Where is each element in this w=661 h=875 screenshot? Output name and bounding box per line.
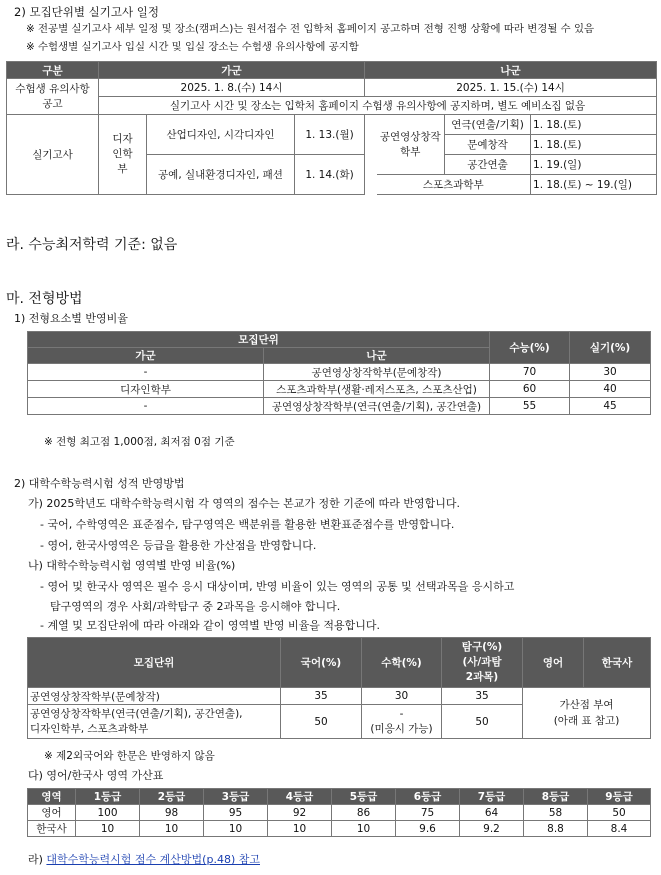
ratio-cell: -: [28, 398, 264, 415]
perf-date-3: 1. 19.(일): [531, 155, 657, 175]
grade-header-2: 2등급: [140, 789, 204, 805]
area-cell: 35: [281, 688, 362, 705]
section-title-schedule: 2) 모집단위별 실기고사 일정: [14, 5, 159, 19]
row-label-exam: 실기고사: [7, 115, 99, 195]
table-row: [28, 398, 651, 415]
ratio-cell: 스포츠과학부(생활·레저스포츠, 스포츠산업): [264, 381, 490, 398]
ratio-cell: -: [28, 364, 264, 381]
table-row: [28, 688, 651, 705]
row-label-notice: 수험생 유의사항 공고: [7, 79, 99, 115]
area-header-hist: 한국사: [584, 638, 651, 688]
grade-bonus-table: [27, 788, 651, 837]
grade-header-6: 6등급: [396, 789, 460, 805]
da-line: 다) 영어/한국사 영역 가산표: [28, 769, 164, 782]
design-date-1: 1. 13.(월): [295, 115, 365, 155]
design-major-1: 산업디자인, 시각디자인: [147, 115, 295, 155]
area-header-eng: 영어: [523, 638, 584, 688]
notice-note: 실기고사 시간 및 장소는 입학처 홈페이지 수험생 유의사항에 공지하며, 별도 예비소집 없음: [99, 97, 657, 115]
notice-date-na: 2025. 1. 15.(수) 14시: [365, 79, 657, 97]
ga-bullet-1: - 국어, 수학영역은 표준점수, 탐구영역은 백분위를 활용한 변환표준점수를 반영합니다.: [40, 518, 455, 531]
ratio-cell: 70: [490, 364, 570, 381]
table-row: [28, 381, 651, 398]
perf-date-2: 1. 18.(토): [531, 135, 657, 155]
ratio-header-unit: 모집단위: [28, 332, 490, 348]
hist-grade-4-value: 10: [268, 821, 332, 837]
na-bullet-1-cont: 탐구영역의 경우 사회/과학탐구 중 2과목을 응시해야 합니다.: [50, 600, 341, 613]
notice-date-ga: 2025. 1. 8.(수) 14시: [99, 79, 365, 97]
ra-prefix: 라): [28, 853, 47, 866]
eng-grade-1-value: 100: [76, 805, 140, 821]
area-header-kor: 국어(%): [281, 638, 362, 688]
second-lang-note: ※ 제2외국어와 한문은 반영하지 않음: [44, 750, 215, 762]
ratio-cell: 40: [570, 381, 651, 398]
area-cell: 공연영상창작학부(연극(연출/기획), 공간연출), 디자인학부, 스포츠과학부: [28, 705, 281, 739]
eng-grade-9-value: 50: [588, 805, 651, 821]
schedule-note-1: ※ 전공별 실기고사 세부 일정 및 장소(캠퍼스)는 원서접수 전 입학처 홈페이지 공고하며 전형 진행 상황에 따라 변경될 수 있음: [26, 23, 595, 35]
area-ratio-table: [27, 637, 651, 739]
ratio-cell: 공연영상창작학부(연극(연출/기획), 공간연출): [264, 398, 490, 415]
ratio-header-ga: 가군: [28, 348, 264, 364]
na-bullet-1: - 영어 및 한국사 영역은 필수 응시 대상이며, 반영 비율이 있는 영역의 공통 및 선택과목을 응시하고: [40, 580, 515, 593]
hist-grade-5-value: 10: [332, 821, 396, 837]
grade-header-5: 5등급: [332, 789, 396, 805]
schedule-table: [6, 61, 657, 195]
score-note: ※ 전형 최고점 1,000점, 최저점 0점 기준: [44, 436, 235, 448]
ra-reference: [28, 851, 260, 867]
perf-major-1: 연극(연출/기획): [445, 115, 531, 135]
ratio-header-suneung: 수능(%): [490, 332, 570, 364]
ratio-cell: 45: [570, 398, 651, 415]
bonus-cell: 가산점 부여 (아래 표 참고): [523, 688, 651, 739]
schedule-note-2: ※ 수험생별 실기고사 입실 시간 및 입실 장소는 수험생 유의사항에 공지함: [26, 41, 359, 53]
area-cell: - (미응시 가능): [362, 705, 442, 739]
subsection-ratio: 1) 전형요소별 반영비율: [14, 312, 128, 325]
hist-grade-8-value: 8.8: [524, 821, 588, 837]
area-cell: 35: [442, 688, 523, 705]
na-bullet-2: - 계열 및 모집단위에 따라 아래와 같이 영역별 반영 비율을 적용합니다.: [40, 619, 380, 632]
header-ga: 가군: [99, 62, 365, 79]
area-header-math: 수학(%): [362, 638, 442, 688]
table-row: [28, 364, 651, 381]
grade-header-4: 4등급: [268, 789, 332, 805]
subsection-suneung: 2) 대학수학능력시험 성적 반영방법: [14, 477, 185, 490]
ratio-cell: 60: [490, 381, 570, 398]
grade-header-1: 1등급: [76, 789, 140, 805]
eng-grade-4-value: 92: [268, 805, 332, 821]
grade-header-area: 영역: [28, 789, 76, 805]
eng-grade-2-value: 98: [140, 805, 204, 821]
area-cell: 30: [362, 688, 442, 705]
section-title-minimum: 라. 수능최저학력 기준: 없음: [6, 237, 178, 253]
hist-grade-1-value: 10: [76, 821, 140, 837]
grade-header-9: 9등급: [588, 789, 651, 805]
perf-major-3: 공간연출: [445, 155, 531, 175]
calc-method-link[interactable]: 대학수학능력시험 점수 계산방법(p.48) 참고: [46, 853, 260, 866]
area-cell: 공연영상창작학부(문예창작): [28, 688, 281, 705]
grade-header-3: 3등급: [204, 789, 268, 805]
ratio-cell: 공연영상창작학부(문예창작): [264, 364, 490, 381]
ga-line: 가) 2025학년도 대학수학능력시험 각 영역의 점수는 본교가 정한 기준에 따라 반영합니다.: [28, 497, 461, 510]
area-header-tam: 탐구(%) (사/과탐 2과목): [442, 638, 523, 688]
perf-dept: 공연영상창작학부: [377, 115, 445, 175]
grade-header-8: 8등급: [524, 789, 588, 805]
ratio-header-na: 나군: [264, 348, 490, 364]
ratio-table: [27, 331, 651, 415]
hist-grade-2-value: 10: [140, 821, 204, 837]
na-line: 나) 대학수학능력시험 영역별 반영 비율(%): [28, 559, 236, 572]
area-cell: 50: [442, 705, 523, 739]
ratio-cell: 디자인학부: [28, 381, 264, 398]
eng-grade-5-value: 86: [332, 805, 396, 821]
hist-grade-7-value: 9.2: [460, 821, 524, 837]
ratio-cell: 30: [570, 364, 651, 381]
grade-row-label-eng: 영어: [28, 805, 76, 821]
header-na: 나군: [365, 62, 657, 79]
eng-grade-6-value: 75: [396, 805, 460, 821]
perf-date-1: 1. 18.(토): [531, 115, 657, 135]
eng-grade-7-value: 64: [460, 805, 524, 821]
eng-grade-8-value: 58: [524, 805, 588, 821]
grade-row-label-hist: 한국사: [28, 821, 76, 837]
design-date-2: 1. 14.(화): [295, 155, 365, 195]
sports-dept: 스포츠과학부: [377, 175, 531, 195]
eng-grade-3-value: 95: [204, 805, 268, 821]
header-gubun: 구분: [7, 62, 99, 79]
sports-date: 1. 18.(토) ~ 19.(일): [531, 175, 657, 195]
hist-grade-6-value: 9.6: [396, 821, 460, 837]
ga-bullet-2: - 영어, 한국사영역은 등급을 활용한 가산점을 반영합니다.: [40, 539, 317, 552]
grade-header-7: 7등급: [460, 789, 524, 805]
perf-major-2: 문예창작: [445, 135, 531, 155]
design-major-2: 공예, 실내환경디자인, 패션: [147, 155, 295, 195]
design-dept: 디자인학부: [99, 115, 147, 195]
ratio-header-silgi: 실기(%): [570, 332, 651, 364]
area-cell: 50: [281, 705, 362, 739]
area-header-unit: 모집단위: [28, 638, 281, 688]
ratio-cell: 55: [490, 398, 570, 415]
hist-grade-9-value: 8.4: [588, 821, 651, 837]
hist-grade-3-value: 10: [204, 821, 268, 837]
section-title-method: 마. 전형방법: [6, 291, 83, 307]
